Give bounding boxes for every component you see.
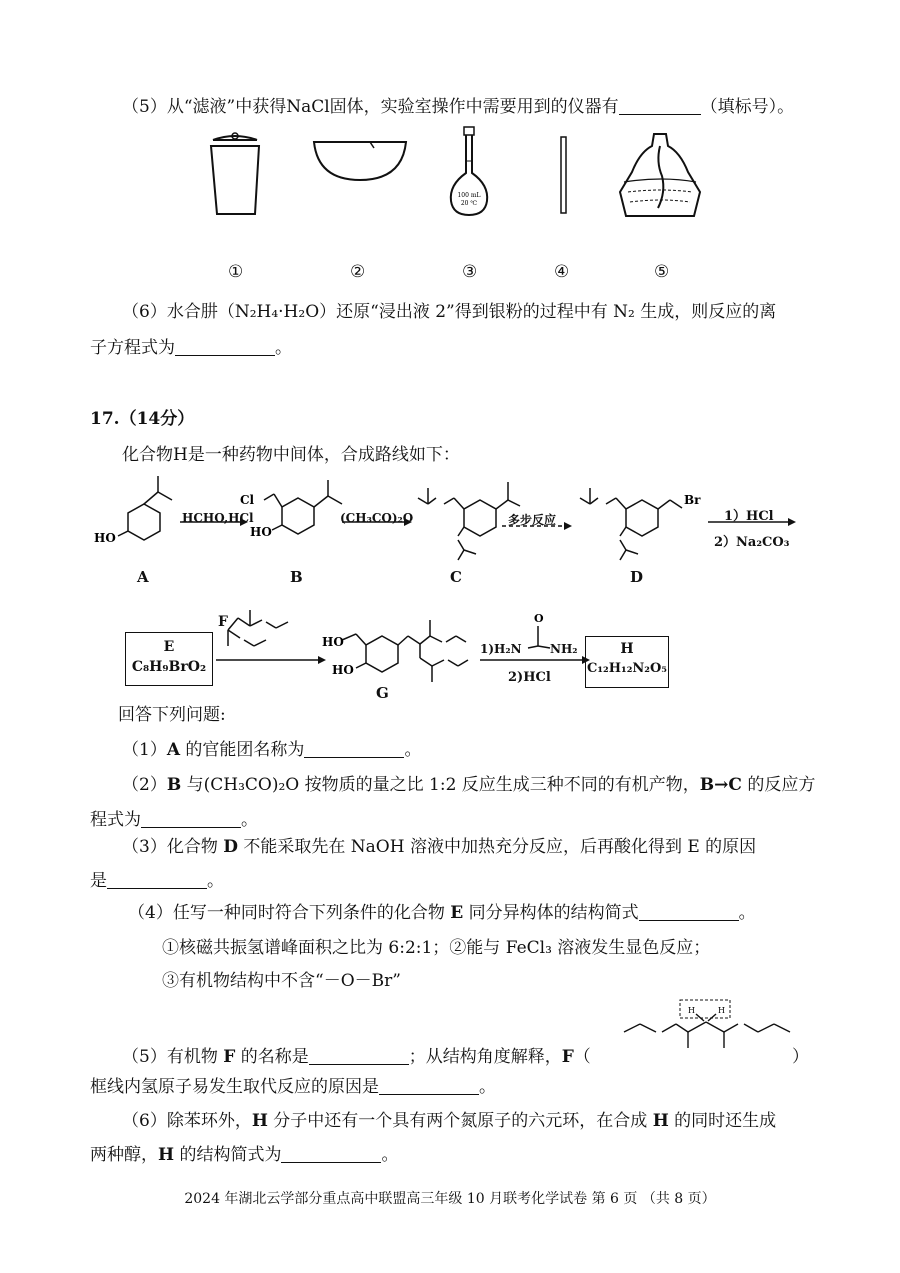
answer-intro: 回答下列问题: <box>118 705 226 725</box>
apparatus-label-2: ② <box>350 262 366 282</box>
q17-sub5-paren-close: ） <box>792 1047 809 1067</box>
box-e-name: E <box>163 639 175 655</box>
q17-intro: 化合物H是一种药物中间体，合成路线如下： <box>122 445 460 465</box>
q16-p5-line: （5）从“滤液”中获得NaCl固体，实验室操作中需要用到的仪器有 （填标号）。 <box>122 97 795 117</box>
reagent-gh-3: 2)HCl <box>508 670 551 685</box>
box-e <box>125 632 213 686</box>
q17-header: 17.（14分） <box>90 409 195 429</box>
q17-sub5-line2: 框线内氢原子易发生取代反应的原因是 。 <box>90 1077 496 1097</box>
b-cl-label: Cl <box>240 493 255 507</box>
apparatus-label-5: ⑤ <box>654 262 670 282</box>
page-footer: 2024 年湖北云学部分重点高中联盟高三年级 10 月联考化学试卷 第 6 页 （共 8 页） <box>184 1191 716 1207</box>
reagent-de-1: 1）HCl <box>724 509 774 524</box>
h-label-1: H <box>688 1006 695 1015</box>
q17-sub2-line1: （2）B 与(CH₃CO)₂O 按物质的量之比 1:2 反应生成三种不同的有机产物，B→C 的反应方 <box>122 775 816 795</box>
reagent-gh-2: NH₂ <box>550 642 578 656</box>
q17-sub2-line2: 程式为 。 <box>90 810 258 830</box>
answer-blank <box>141 809 241 828</box>
g-ho-label-1: HO <box>322 635 344 649</box>
evaporating-dish-figure <box>310 136 410 186</box>
answer-blank <box>175 337 275 356</box>
compound-f-highlight-figure <box>618 996 798 1060</box>
q17-sub4-line1: （4）任写一种同时符合下列条件的化合物 E 同分异构体的结构简式 。 <box>128 903 756 923</box>
compound-g <box>342 620 468 682</box>
q17-sub6-line1: （6）除苯环外，H 分子中还有一个具有两个氮原子的六元环，在合成 H 的同时还生成 <box>122 1111 777 1131</box>
apparatus-label-3: ③ <box>462 262 478 282</box>
box-e-formula: C₈H₉BrO₂ <box>131 659 207 675</box>
reagent-f: F <box>218 614 228 630</box>
apparatus-label-1: ① <box>228 262 244 282</box>
reagent-de-2: 2）Na₂CO₃ <box>714 535 790 550</box>
answer-blank <box>379 1076 479 1095</box>
q17-sub1: （1）A 的官能团名称为 。 <box>122 740 422 760</box>
label-a: A <box>137 568 149 586</box>
synthesis-row-1 <box>88 470 808 580</box>
volumetric-flask-figure <box>445 125 495 220</box>
box-h-formula: C₁₂H₁₂N₂O₅ <box>587 661 667 676</box>
alcohol-lamp-figure <box>618 132 703 222</box>
box-h <box>585 636 669 688</box>
answer-blank <box>639 902 739 921</box>
answer-blank <box>619 96 701 115</box>
q16-p6-line2: 子方程式为 。 <box>90 338 292 358</box>
flask-mark-2: 20 ℃ <box>460 200 478 207</box>
compound-b <box>264 480 342 534</box>
flask-mark-1: 100 mL <box>457 192 481 199</box>
glass-rod-figure <box>558 135 570 215</box>
g-ho-label-2: HO <box>332 663 354 677</box>
label-g: G <box>376 684 389 702</box>
q16-p6-line1: （6）水合肼（N₂H₄·H₂O）还原“浸出液 2”得到银粉的过程中有 N₂ 生成，则反应的离 <box>122 302 777 322</box>
apparatus-label-4: ④ <box>554 262 570 282</box>
compound-c <box>418 482 520 560</box>
q17-sub5-line1: （5）有机物 F 的名称是 ；从结构角度解释，F（ <box>122 1047 591 1067</box>
q17-sub3-line1: （3）化合物 D 不能采取先在 NaOH 溶液中加热充分反应，后再酸化得到 E 的原因 <box>122 837 757 857</box>
compound-f <box>228 610 288 646</box>
compound-d <box>580 488 682 560</box>
q17-sub3-line2: 是 。 <box>90 871 224 891</box>
compound-a <box>118 476 172 540</box>
q17-sub6-line2: 两种醇，H 的结构简式为 。 <box>90 1145 399 1165</box>
answer-blank <box>309 1046 409 1065</box>
answer-blank <box>107 870 207 889</box>
reagent-ab: HCHO,HCl <box>182 511 254 525</box>
reagent-gh-1: 1)H₂N <box>480 642 522 656</box>
h-label-2: H <box>718 1006 725 1015</box>
label-d: D <box>630 568 644 586</box>
label-c: C <box>450 568 462 586</box>
reagent-cd: 多步反应 <box>508 513 557 527</box>
beaker-figure <box>205 128 265 218</box>
urea-structure <box>528 626 550 648</box>
q17-sub4-cond1: ①核磁共振氢谱峰面积之比为 6:2:1；②能与 FeCl₃ 溶液发生显色反应； <box>162 938 711 958</box>
box-h-name: H <box>620 641 634 657</box>
urea-o: O <box>534 612 544 625</box>
a-ho-label: HO <box>94 531 116 545</box>
label-b: B <box>290 568 303 586</box>
reagent-bc: (CH₃CO)₂O <box>340 511 414 525</box>
q17-sub4-cond2: ③有机物结构中不含“－O－Br” <box>162 971 401 991</box>
answer-blank <box>304 739 404 758</box>
answer-blank <box>281 1144 381 1163</box>
b-ho-label: HO <box>250 525 272 539</box>
d-br-label: Br <box>684 493 701 507</box>
